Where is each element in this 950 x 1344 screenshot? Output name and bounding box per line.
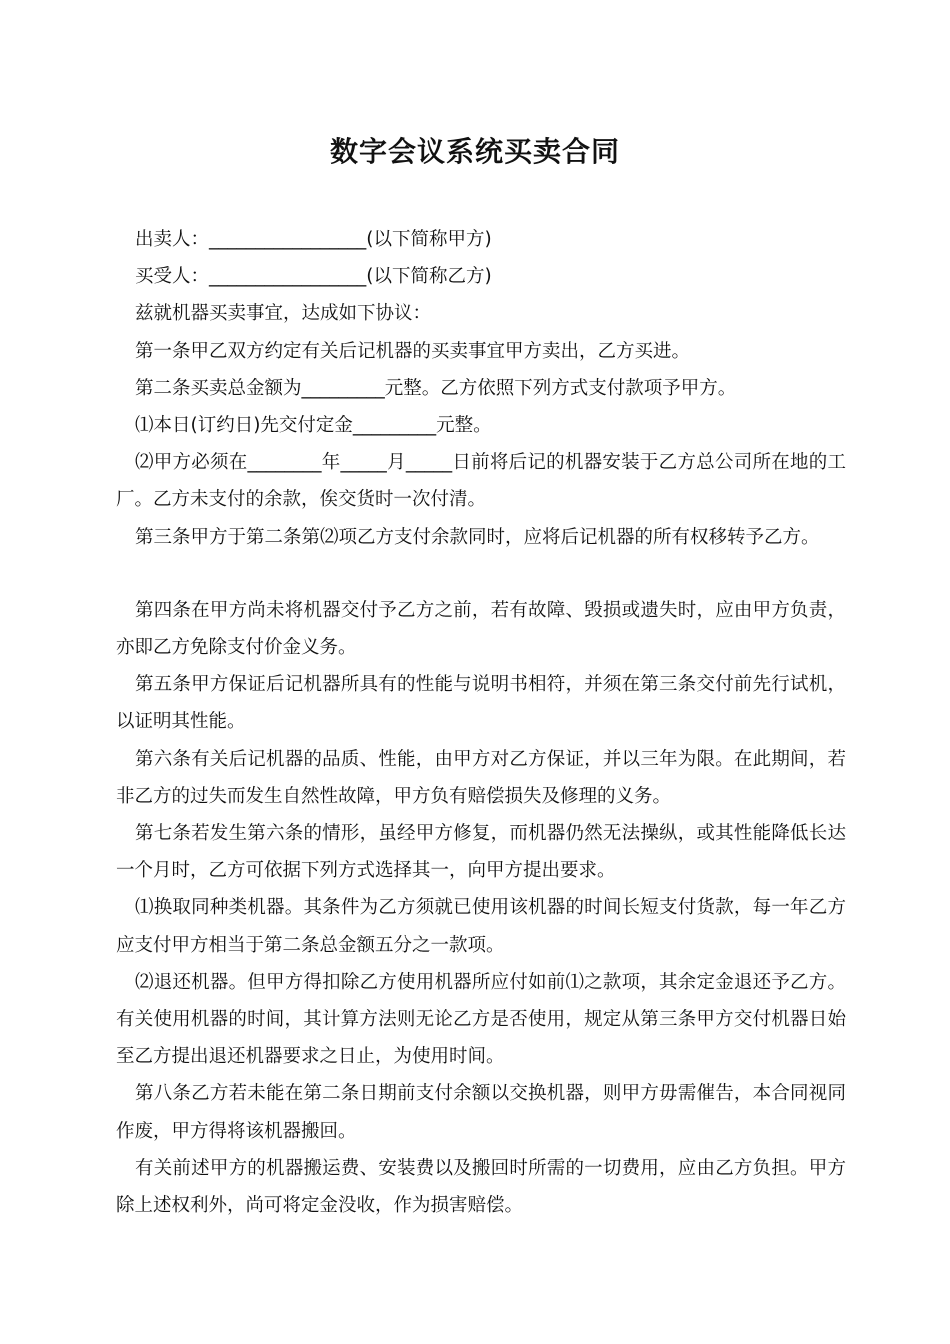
document-title: 数字会议系统买卖合同	[329, 135, 620, 168]
clause-2: 第二条买卖总金额为_________元整。乙方依照下列方式支付款项予甲方。	[135, 377, 737, 399]
buyer-line: 买受人：_________________(以下简称乙方)	[135, 266, 492, 288]
clause-4: 第四条在甲方尚未将机器交付予乙方之前，若有故障、毁损或遗失时，应由甲方负责，亦即乙方免除支付价金义务。	[116, 599, 846, 659]
paragraph-gap	[116, 556, 846, 592]
clause-3: 第三条甲方于第二条第⑵项乙方支付余款同时，应将后记机器的所有权移转予乙方。	[135, 526, 820, 548]
clause-8-costs: 有关前述甲方的机器搬运费、安装费以及搬回时所需的一切费用，应由乙方负担。甲方除上述权利外，尚可将定金没收，作为损害赔偿。	[116, 1157, 846, 1217]
clause-2-item-1: ⑴本日(订约日)先交付定金_________元整。	[135, 415, 492, 437]
seller-line: 出卖人：_________________(以下简称甲方)	[135, 229, 492, 250]
clause-8: 第八条乙方若未能在第二条日期前支付余额以交换机器，则甲方毋需催告，本合同视同作废，甲方得将该机器搬回。	[116, 1083, 846, 1142]
clause-7-item-1: ⑴换取同种类机器。其条件为乙方须就已使用该机器的时间长短支付货款，每一年乙方应支付甲方相当于第二条总金额五分之一款项。	[116, 897, 846, 956]
clause-7: 第七条若发生第六条的情形，虽经甲方修复，而机器仍然无法操纵，或其性能降低长达一个月时，乙方可依据下列方式选择其一，向甲方提出要求。	[116, 823, 846, 882]
clause-1: 第一条甲乙双方约定有关后记机器的买卖事宜甲方卖出，乙方买进。	[135, 340, 691, 362]
clause-5: 第五条甲方保证后记机器所具有的性能与说明书相符，并须在第三条交付前先行试机，以证明其性能。	[116, 674, 846, 733]
clause-6: 第六条有关后记机器的品质、性能，由甲方对乙方保证，并以三年为限。在此期间，若非乙方的过失而发生自然性故障，甲方负有赔偿损失及修理的义务。	[116, 748, 846, 807]
agreement-intro: 兹就机器买卖事宜，达成如下协议：	[135, 303, 432, 325]
clause-2-item-2: ⑵甲方必须在________年_____月_____日前将后记的机器安装于乙方总公司所在地的工厂。乙方未支付的余款，俟交货时一次付清。	[116, 452, 846, 511]
contract-body	[116, 221, 846, 1224]
clause-7-item-2: ⑵退还机器。但甲方得扣除乙方使用机器所应付如前⑴之款项，其余定金退还予乙方。有关使用机器的时间，其计算方法则无论乙方是否使用，规定从第三条甲方交付机器日始至乙方提出退还机器要求之日止，为使用时间。	[116, 971, 846, 1068]
